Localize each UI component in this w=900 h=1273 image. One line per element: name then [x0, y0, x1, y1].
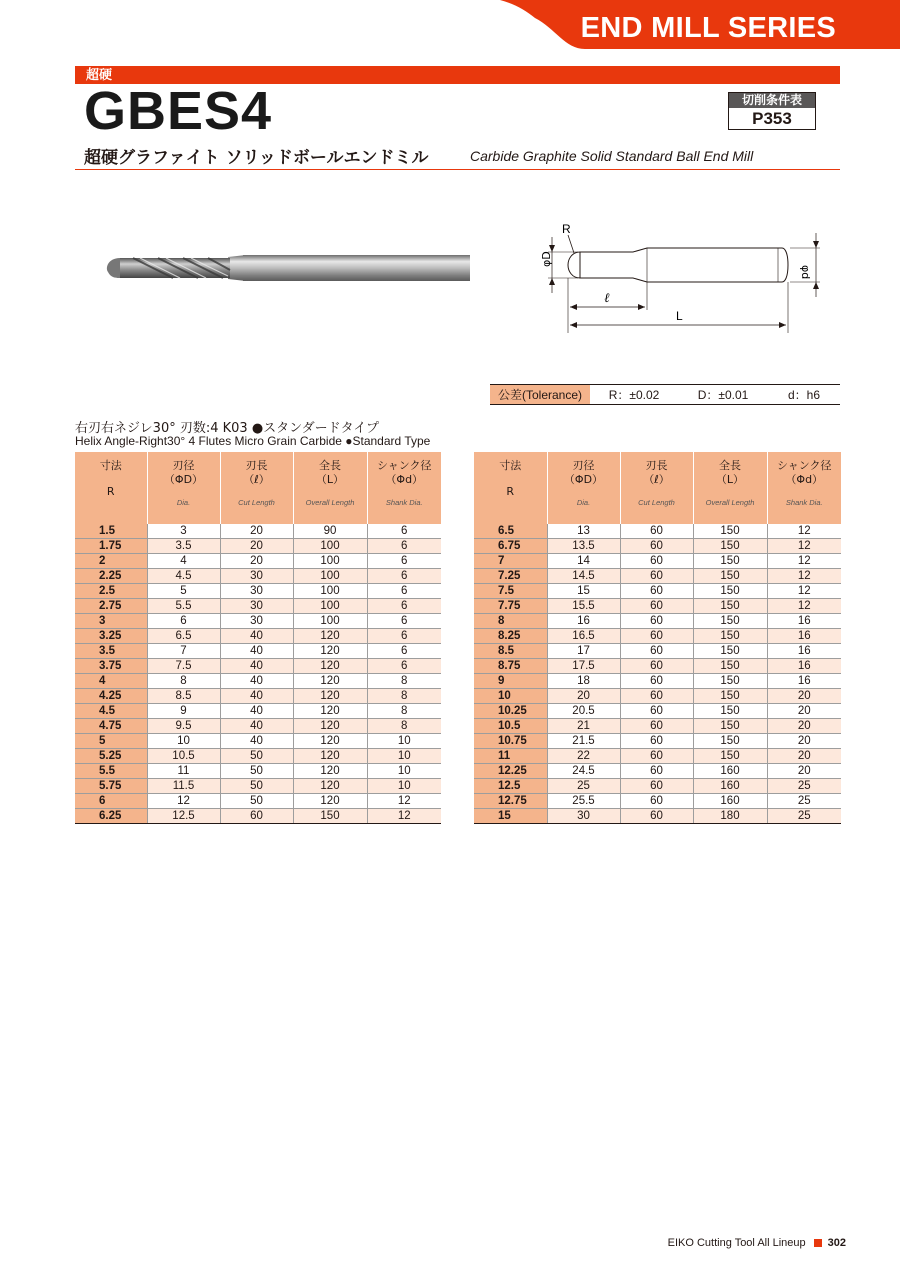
cell-radius: 2: [75, 554, 147, 569]
cell-dia: 9: [147, 704, 220, 719]
cell-dia: 4: [147, 554, 220, 569]
cell-dia: 6: [147, 614, 220, 629]
cell-radius: 2.25: [75, 569, 147, 584]
cell-radius: 4.25: [75, 689, 147, 704]
cell-overall-length: 160: [693, 779, 767, 794]
cell-cut-length: 60: [620, 764, 693, 779]
table-row: [474, 569, 841, 584]
cell-radius: 10.5: [474, 719, 547, 734]
cell-overall-length: 150: [693, 704, 767, 719]
cell-radius: 8.5: [474, 644, 547, 659]
footer-brand: EIKO Cutting Tool All Lineup: [667, 1237, 806, 1249]
cell-radius: 12.25: [474, 764, 547, 779]
table-row: [474, 749, 841, 764]
cell-radius: 6.5: [474, 524, 547, 539]
cell-radius: 7.5: [474, 584, 547, 599]
cell-overall-length: 120: [293, 659, 367, 674]
cell-overall-length: 160: [693, 794, 767, 809]
cell-dia: 15.5: [547, 599, 620, 614]
cell-shank-dia: 12: [767, 584, 841, 599]
cell-cut-length: 60: [620, 749, 693, 764]
table-row: [474, 764, 841, 779]
end-mill-photo: [78, 182, 490, 360]
table-row: [474, 719, 841, 734]
col-header-shank-dia: シャンク径 （Φd） Shank Dia.: [367, 452, 441, 524]
cell-radius: 10: [474, 689, 547, 704]
cell-radius: 12.5: [474, 779, 547, 794]
cell-radius: 2.75: [75, 599, 147, 614]
cell-cut-length: 30: [220, 599, 293, 614]
cell-cut-length: 60: [620, 644, 693, 659]
cell-overall-length: 150: [693, 749, 767, 764]
table-row: [75, 539, 441, 554]
table-row: [474, 734, 841, 749]
cell-radius: 12.75: [474, 794, 547, 809]
col-header-shank-dia: シャンク径 （Φd） Shank Dia.: [767, 452, 841, 524]
cell-cut-length: 60: [620, 689, 693, 704]
cell-shank-dia: 12: [367, 794, 441, 809]
cell-overall-length: 100: [293, 599, 367, 614]
cell-shank-dia: 10: [367, 734, 441, 749]
cell-dia: 11: [147, 764, 220, 779]
cell-overall-length: 150: [693, 569, 767, 584]
cell-dia: 30: [547, 809, 620, 824]
cell-radius: 3.5: [75, 644, 147, 659]
cell-cut-length: 60: [620, 629, 693, 644]
cell-radius: 5: [75, 734, 147, 749]
category-label: 超硬: [86, 67, 113, 82]
table-row: [75, 554, 441, 569]
model-name: GBES4: [84, 81, 273, 141]
cell-radius: 5.25: [75, 749, 147, 764]
cell-radius: 7.25: [474, 569, 547, 584]
cell-overall-length: 120: [293, 749, 367, 764]
cell-shank-dia: 10: [367, 779, 441, 794]
cell-dia: 6.5: [147, 629, 220, 644]
cell-radius: 3.75: [75, 659, 147, 674]
cell-cut-length: 50: [220, 779, 293, 794]
cell-cut-length: 60: [620, 599, 693, 614]
cell-dia: 4.5: [147, 569, 220, 584]
cell-cut-length: 60: [620, 614, 693, 629]
table-row: [474, 524, 841, 539]
cell-overall-length: 150: [693, 734, 767, 749]
cell-cut-length: 30: [220, 614, 293, 629]
cell-cut-length: 20: [220, 554, 293, 569]
cell-cut-length: 60: [620, 524, 693, 539]
table-row: [75, 704, 441, 719]
cell-shank-dia: 20: [767, 719, 841, 734]
col-header-cut-length: 刃長 （ℓ） Cut Length: [620, 452, 693, 524]
cell-cut-length: 60: [620, 779, 693, 794]
table-row: [474, 599, 841, 614]
dim-label-l: L: [676, 309, 683, 323]
table-row: [474, 629, 841, 644]
tolerance-shank: d：h6: [787, 388, 821, 402]
cell-radius: 8.25: [474, 629, 547, 644]
spec-table-left: [75, 452, 441, 824]
cell-cut-length: 60: [620, 734, 693, 749]
cell-dia: 24.5: [547, 764, 620, 779]
cell-cut-length: 40: [220, 719, 293, 734]
table-row: [75, 584, 441, 599]
cell-shank-dia: 6: [367, 644, 441, 659]
cell-overall-length: 120: [293, 779, 367, 794]
cell-cut-length: 40: [220, 704, 293, 719]
cutting-conditions-ref[interactable]: [728, 92, 816, 130]
cell-overall-length: 150: [693, 554, 767, 569]
cell-shank-dia: 16: [767, 614, 841, 629]
cell-dia: 20: [547, 689, 620, 704]
cell-overall-length: 120: [293, 734, 367, 749]
cell-radius: 10.25: [474, 704, 547, 719]
cell-cut-length: 60: [620, 809, 693, 824]
cell-dia: 7.5: [147, 659, 220, 674]
cell-cut-length: 60: [620, 569, 693, 584]
table-row: [75, 629, 441, 644]
cell-overall-length: 150: [693, 599, 767, 614]
cell-overall-length: 150: [693, 689, 767, 704]
cell-cut-length: 40: [220, 659, 293, 674]
cell-overall-length: 100: [293, 584, 367, 599]
cell-radius: 4.75: [75, 719, 147, 734]
subtitle-english: Carbide Graphite Solid Standard Ball End Mill: [470, 148, 754, 164]
cell-radius: 1.5: [75, 524, 147, 539]
cell-radius: 4.5: [75, 704, 147, 719]
cell-dia: 22: [547, 749, 620, 764]
cell-radius: 8: [474, 614, 547, 629]
cell-dia: 18: [547, 674, 620, 689]
cell-dia: 21.5: [547, 734, 620, 749]
table-row: [474, 674, 841, 689]
cell-dia: 13: [547, 524, 620, 539]
table-row: [75, 794, 441, 809]
tolerance-d: D：±0.01: [697, 388, 749, 402]
cell-dia: 11.5: [147, 779, 220, 794]
tolerance-r: R：±0.02: [608, 388, 660, 402]
cell-cut-length: 60: [220, 809, 293, 824]
table-row: [75, 689, 441, 704]
table-row: [474, 704, 841, 719]
cell-dia: 10: [147, 734, 220, 749]
cell-overall-length: 150: [693, 674, 767, 689]
cell-cut-length: 40: [220, 644, 293, 659]
table-row: [75, 569, 441, 584]
page-number: 302: [827, 1237, 846, 1249]
cell-dia: 5.5: [147, 599, 220, 614]
table-row: [474, 554, 841, 569]
cell-overall-length: 90: [293, 524, 367, 539]
cell-cut-length: 20: [220, 539, 293, 554]
cell-radius: 9: [474, 674, 547, 689]
cell-dia: 8: [147, 674, 220, 689]
cell-shank-dia: 16: [767, 659, 841, 674]
cell-dia: 20.5: [547, 704, 620, 719]
cell-shank-dia: 6: [367, 584, 441, 599]
cell-shank-dia: 12: [767, 569, 841, 584]
dimension-drawing: [520, 215, 840, 335]
cell-shank-dia: 20: [767, 749, 841, 764]
cell-shank-dia: 20: [767, 764, 841, 779]
cell-overall-length: 150: [693, 524, 767, 539]
cell-overall-length: 150: [693, 644, 767, 659]
cell-shank-dia: 6: [367, 599, 441, 614]
cell-shank-dia: 10: [367, 764, 441, 779]
cell-overall-length: 150: [693, 584, 767, 599]
cell-shank-dia: 6: [367, 659, 441, 674]
col-header-dia: 刃径 （ΦD） Dia.: [547, 452, 620, 524]
table-row: [75, 614, 441, 629]
cell-cut-length: 60: [620, 554, 693, 569]
col-header-dia: 刃径 （ΦD） Dia.: [147, 452, 220, 524]
cell-overall-length: 120: [293, 689, 367, 704]
page-footer: [668, 1237, 846, 1249]
cell-overall-length: 100: [293, 569, 367, 584]
cell-radius: 7: [474, 554, 547, 569]
cell-overall-length: 120: [293, 794, 367, 809]
cell-shank-dia: 8: [367, 719, 441, 734]
cell-dia: 14.5: [547, 569, 620, 584]
cell-radius: 8.75: [474, 659, 547, 674]
cell-radius: 4: [75, 674, 147, 689]
cell-shank-dia: 25: [767, 809, 841, 824]
cell-cut-length: 60: [620, 659, 693, 674]
cell-shank-dia: 12: [767, 554, 841, 569]
footer-square-icon: [814, 1239, 822, 1247]
cell-dia: 14: [547, 554, 620, 569]
cell-cut-length: 60: [620, 794, 693, 809]
cell-overall-length: 120: [293, 704, 367, 719]
cell-overall-length: 150: [693, 659, 767, 674]
cell-shank-dia: 12: [767, 524, 841, 539]
table-row: [75, 749, 441, 764]
cell-shank-dia: 20: [767, 704, 841, 719]
table-row: [474, 614, 841, 629]
subtitle-japanese: 超硬グラファイト ソリッドボールエンドミル: [84, 148, 429, 168]
cell-shank-dia: 10: [367, 749, 441, 764]
cell-overall-length: 180: [693, 809, 767, 824]
cell-dia: 16.5: [547, 629, 620, 644]
table-row: [474, 584, 841, 599]
cell-shank-dia: 6: [367, 539, 441, 554]
cell-radius: 1.75: [75, 539, 147, 554]
cell-dia: 7: [147, 644, 220, 659]
cell-dia: 15: [547, 584, 620, 599]
cell-cut-length: 50: [220, 764, 293, 779]
cell-shank-dia: 8: [367, 704, 441, 719]
cell-dia: 9.5: [147, 719, 220, 734]
cell-shank-dia: 12: [767, 539, 841, 554]
cell-cut-length: 40: [220, 629, 293, 644]
table-row: [75, 809, 441, 824]
cell-shank-dia: 6: [367, 554, 441, 569]
cell-dia: 12: [147, 794, 220, 809]
cell-cut-length: 40: [220, 689, 293, 704]
cell-shank-dia: 16: [767, 629, 841, 644]
table-row: [75, 659, 441, 674]
cell-dia: 12.5: [147, 809, 220, 824]
cell-cut-length: 60: [620, 539, 693, 554]
table-row: [75, 779, 441, 794]
cell-dia: 25.5: [547, 794, 620, 809]
table-row: [474, 659, 841, 674]
cell-overall-length: 150: [693, 629, 767, 644]
subtitle-divider: [75, 169, 840, 170]
cell-dia: 3.5: [147, 539, 220, 554]
col-header-cut-length: 刃長 （ℓ） Cut Length: [220, 452, 293, 524]
cell-cut-length: 50: [220, 794, 293, 809]
dim-label-ell: ℓ: [604, 291, 610, 306]
cell-radius: 3.25: [75, 629, 147, 644]
cell-overall-length: 100: [293, 554, 367, 569]
cell-radius: 6: [75, 794, 147, 809]
spec-table-right: [474, 452, 841, 824]
cell-radius: 10.75: [474, 734, 547, 749]
cell-shank-dia: 6: [367, 569, 441, 584]
table-row: [75, 734, 441, 749]
series-title: END MILL SERIES: [580, 12, 836, 44]
table-row: [474, 539, 841, 554]
dim-label-phi-d-small: φd: [799, 265, 812, 280]
table-row: [474, 689, 841, 704]
cell-overall-length: 120: [293, 629, 367, 644]
cell-dia: 17: [547, 644, 620, 659]
dim-label-r: R: [562, 222, 571, 236]
tolerance-row: [490, 384, 840, 405]
spec-japanese: 右刃右ネジレ30° 刃数:4 K03 ●スタンダードタイプ: [75, 421, 380, 436]
table-row: [75, 599, 441, 614]
cell-shank-dia: 20: [767, 689, 841, 704]
cell-cut-length: 40: [220, 734, 293, 749]
cutting-conditions-page: P353: [752, 109, 792, 128]
table-row: [474, 644, 841, 659]
cell-dia: 5: [147, 584, 220, 599]
cell-cut-length: 60: [620, 704, 693, 719]
table-row: [474, 809, 841, 824]
cell-overall-length: 150: [293, 809, 367, 824]
cell-shank-dia: 6: [367, 524, 441, 539]
cell-shank-dia: 8: [367, 689, 441, 704]
cell-shank-dia: 8: [367, 674, 441, 689]
cell-radius: 3: [75, 614, 147, 629]
cell-dia: 16: [547, 614, 620, 629]
cell-radius: 11: [474, 749, 547, 764]
cell-dia: 17.5: [547, 659, 620, 674]
cell-radius: 6.25: [75, 809, 147, 824]
cell-radius: 2.5: [75, 584, 147, 599]
cell-radius: 6.75: [474, 539, 547, 554]
cell-cut-length: 60: [620, 719, 693, 734]
cell-shank-dia: 6: [367, 629, 441, 644]
cell-overall-length: 100: [293, 614, 367, 629]
cell-shank-dia: 25: [767, 779, 841, 794]
cell-radius: 5.75: [75, 779, 147, 794]
cell-dia: 8.5: [147, 689, 220, 704]
col-header-overall-length: 全長 （L） Overall Length: [293, 452, 367, 524]
cell-overall-length: 150: [693, 719, 767, 734]
cell-shank-dia: 12: [367, 809, 441, 824]
cutting-conditions-label: 切削条件表: [729, 93, 815, 108]
cell-overall-length: 150: [693, 539, 767, 554]
cell-shank-dia: 16: [767, 644, 841, 659]
cell-cut-length: 30: [220, 569, 293, 584]
tolerance-label: 公差(Tolerance): [490, 385, 590, 404]
cell-dia: 10.5: [147, 749, 220, 764]
cell-shank-dia: 20: [767, 734, 841, 749]
cell-cut-length: 60: [620, 674, 693, 689]
cell-overall-length: 120: [293, 644, 367, 659]
cell-radius: 5.5: [75, 764, 147, 779]
cell-cut-length: 60: [620, 584, 693, 599]
col-header-overall-length: 全長 （L） Overall Length: [693, 452, 767, 524]
table-row: [75, 674, 441, 689]
cell-radius: 15: [474, 809, 547, 824]
cell-dia: 25: [547, 779, 620, 794]
table-row: [75, 524, 441, 539]
cell-cut-length: 50: [220, 749, 293, 764]
table-row: [75, 764, 441, 779]
spec-english: Helix Angle-Right30° 4 Flutes Micro Grain Carbide ●Standard Type: [75, 434, 431, 448]
cell-cut-length: 30: [220, 584, 293, 599]
cell-shank-dia: 12: [767, 599, 841, 614]
cell-overall-length: 120: [293, 719, 367, 734]
col-header-radius: 寸法 R: [474, 452, 547, 524]
table-row: [474, 794, 841, 809]
cell-overall-length: 150: [693, 614, 767, 629]
cell-overall-length: 160: [693, 764, 767, 779]
cell-dia: 3: [147, 524, 220, 539]
cell-radius: 7.75: [474, 599, 547, 614]
cell-cut-length: 20: [220, 524, 293, 539]
cell-shank-dia: 16: [767, 674, 841, 689]
cell-dia: 21: [547, 719, 620, 734]
cell-overall-length: 120: [293, 674, 367, 689]
cell-dia: 13.5: [547, 539, 620, 554]
cell-shank-dia: 6: [367, 614, 441, 629]
cell-overall-length: 100: [293, 539, 367, 554]
dim-label-phi-d-big: φD: [540, 251, 553, 267]
table-row: [75, 719, 441, 734]
cell-overall-length: 120: [293, 764, 367, 779]
col-header-radius: 寸法 R: [75, 452, 147, 524]
table-row: [474, 779, 841, 794]
cell-cut-length: 40: [220, 674, 293, 689]
cell-shank-dia: 25: [767, 794, 841, 809]
table-row: [75, 644, 441, 659]
